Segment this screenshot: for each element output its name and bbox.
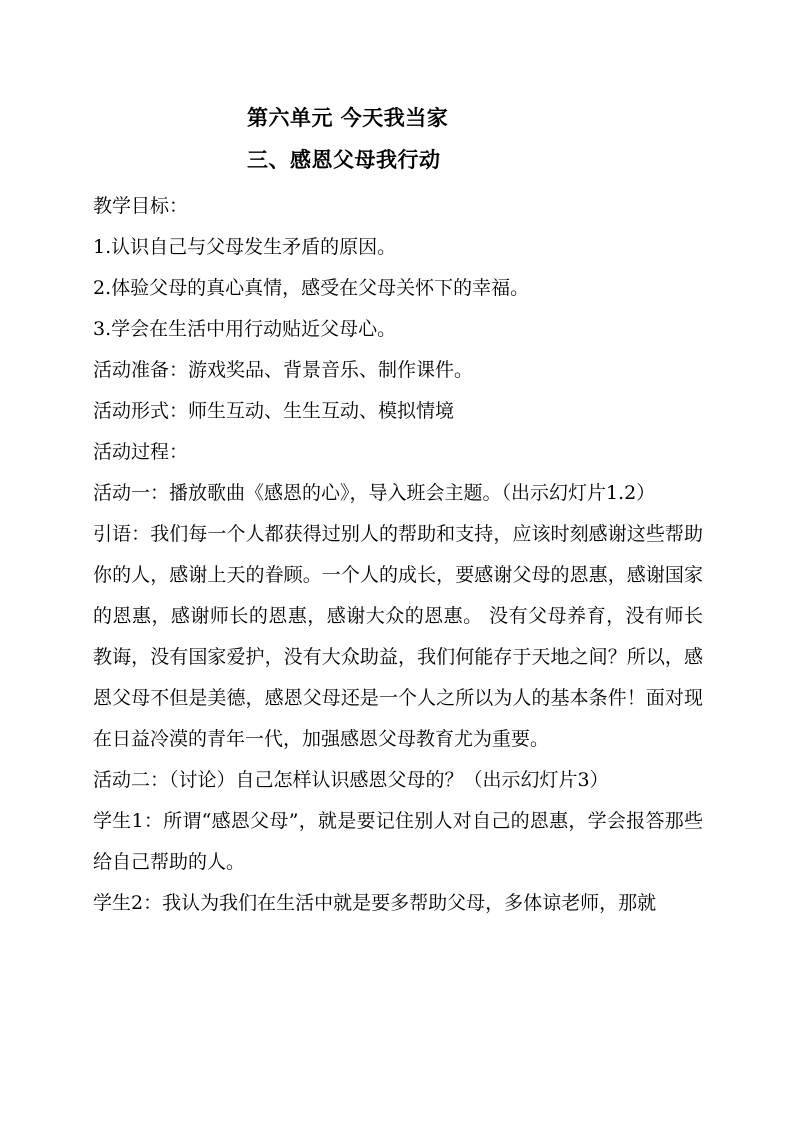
section-heading-process: 活动过程：: [93, 441, 189, 463]
objective-item-2: 2.体验父母的真心真情，感受在父母关怀下的幸福。: [93, 277, 530, 299]
activity-two: 活动二：（讨论）自己怎样认识感恩父母的？（出示幻灯片3）: [93, 769, 609, 791]
introduction-paragraph: 引语：我们每一个人都获得过别人的帮助和支持，应该时刻感谢这些帮助你的人，感谢上天的眷顾。一个人的成长，要感谢父母的恩惠，感谢国家的恩惠，感谢师长的恩惠，感谢大众的恩惠。 没有父母养育，没有师长教诲，没有国家爱护，没有大众助益，我们何能存于天地之间？所以，感恩父母不但是美德，感恩父母还是一个人之所以为人的基本条件！面对现在日益冷漠的青年一代，加强感恩父母教育尤为重要。: [93, 523, 703, 750]
unit-title: 第六单元 今天我当家: [247, 105, 449, 130]
student-1-response: 学生1：所谓“感恩父母”，就是要记住别人对自己的恩惠，学会报答那些给自己帮助的人。: [93, 810, 703, 873]
lesson-title: 三、感恩父母我行动: [247, 147, 441, 172]
activity-preparation: 活动准备：游戏奖品、背景音乐、制作课件。: [93, 359, 474, 381]
activity-one: 活动一：播放歌曲《感恩的心》，导入班会主题。（出示幻灯片1.2）: [93, 482, 656, 504]
document-body: [93, 186, 703, 924]
section-heading-objectives: 教学目标：: [93, 195, 189, 217]
activity-format: 活动形式：师生互动、生生互动、模拟情境: [93, 400, 455, 422]
student-2-response: 学生2：我认为我们在生活中就是要多帮助父母，多体谅老师，那就: [93, 892, 657, 914]
objective-item-3: 3.学会在生活中用行动贴近父母心。: [93, 318, 397, 340]
objective-item-1: 1.认识自己与父母发生矛盾的原因。: [93, 236, 397, 258]
